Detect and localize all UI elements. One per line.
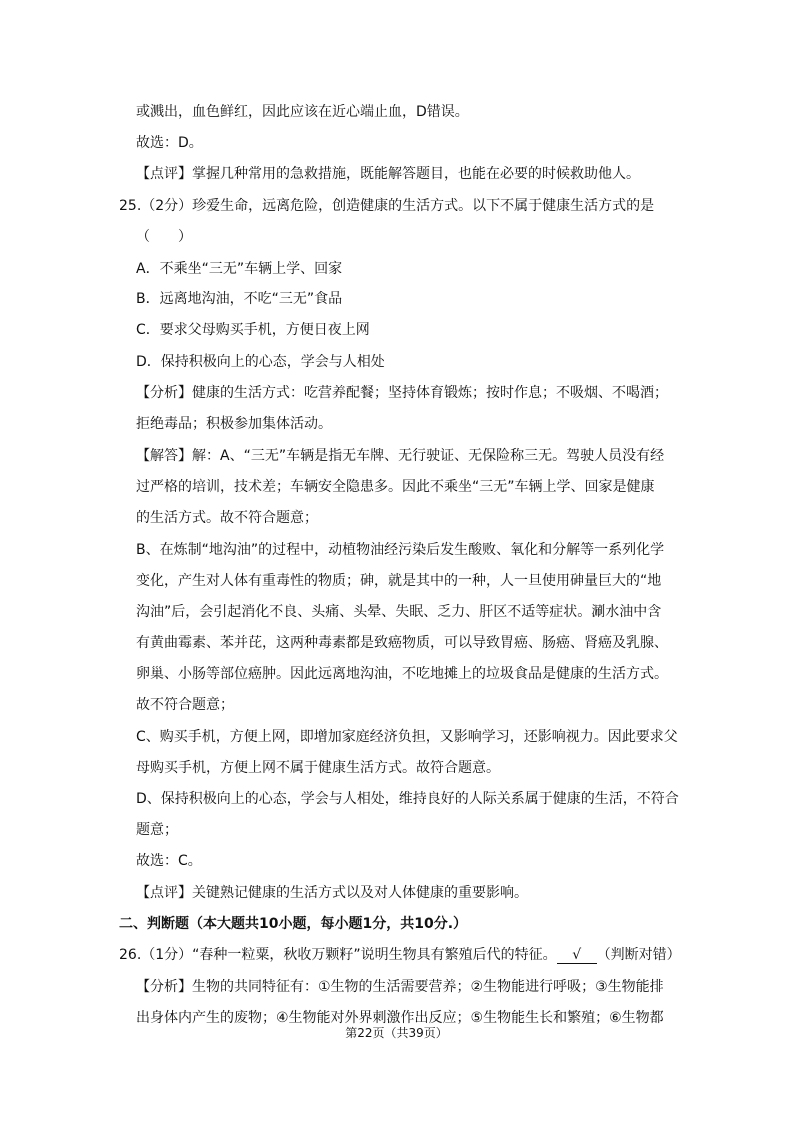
text-line: 或溅出，血色鲜红，因此应该在近心端止血，D错误。 — [136, 104, 469, 120]
choice-line: 故选：C。 — [136, 853, 202, 869]
review-line: 【点评】掌握几种常用的急救措施，既能解答题目，也能在必要的时候救助他人。 — [136, 166, 640, 182]
answer-line: 有黄曲霉素、苯并芘，这两种毒素都是致癌物质，可以导致胃癌、肠癌、肾癌及乳腺、 — [136, 635, 668, 651]
question-25-stem: 25.（2分）珍爱生命，远离危险，创造健康的生活方式。以下不属于健康生活方式的是 — [119, 198, 655, 214]
answer-line: D、保持积极向上的心态，学会与人相处，维持良好的人际关系属于健康的生活，不符合 — [136, 791, 679, 807]
answer-line: 故不符合题意； — [136, 697, 234, 713]
option-d: D．保持积极向上的心态，学会与人相处 — [136, 354, 385, 370]
answer-line: 沟油”后，会引起消化不良、头痛、头晕、失眠、乏力、肝区不适等症状。涮水油中含 — [136, 604, 662, 620]
analysis-line: 【分析】生物的共同特征有：①生物的生活需要营养；②生物能进行呼吸；③生物能排 — [136, 979, 664, 995]
answer-line: 卵巢、小肠等部位癌肿。因此远离地沟油，不吃地摊上的垃圾食品是健康的生活方式。 — [136, 666, 668, 682]
answer-line: 题意； — [136, 822, 178, 838]
answer-line: C、购买手机，方便上网，即增加家庭经济负担，又影响学习，还影响视力。因此要求父 — [136, 729, 678, 745]
section-heading: 二、判断题（本大题共10小题，每小题1分，共10分.） — [119, 916, 468, 932]
answer-line: 变化，产生对人体有重毒性的物质；砷，就是其中的一种，人一旦使用砷量巨大的“地 — [136, 573, 662, 589]
question-26-suffix: （判断对错） — [596, 947, 681, 963]
option-b: B．远离地沟油，不吃“三无”食品 — [136, 291, 343, 307]
question-25-paren: （ ） — [136, 229, 192, 245]
text-line: 故选：D。 — [136, 135, 203, 151]
option-c: C．要求父母购买手机，方便日夜上网 — [136, 322, 370, 338]
answer-line: 过严格的培训，技术差；车辆安全隐患多。因此不乘坐“三无”车辆上学、回家是健康 — [136, 479, 655, 495]
question-26-stem: 26.（1分）“春种一粒粟，秋收万颗籽”说明生物具有繁殖后代的特征。 — [119, 947, 557, 963]
option-a: A．不乘坐“三无”车辆上学、回家 — [136, 261, 343, 277]
page-number: 第22页（共39页） — [345, 1026, 448, 1040]
analysis-line: 【分析】健康的生活方式：吃营养配餐；坚持体育锻炼；按时作息；不吸烟、不喝酒； — [136, 385, 668, 401]
answer-line: 【解答】解：A、“三无”车辆是指无车牌、无行驶证、无保险称三无。驾驶人员没有经 — [136, 448, 665, 464]
review-line: 【点评】关键熟记健康的生活方式以及对人体健康的重要影响。 — [136, 885, 528, 901]
analysis-line: 拒绝毒品；积极参加集体活动。 — [136, 416, 332, 432]
answer-line: B、在炼制“地沟油”的过程中，动植物油经污染后发生酸败、氧化和分解等一系列化学 — [136, 542, 665, 558]
question-26 — [119, 946, 681, 964]
analysis-line: 出身体内产生的废物；④生物能对外界刺激作出反应；⑤生物能生长和繁殖；⑥生物都 — [136, 1010, 664, 1026]
answer-line: 的生活方式。故不符合题意； — [136, 510, 318, 526]
answer-line: 母购买手机，方便上网不属于健康生活方式。故符合题意。 — [136, 760, 500, 776]
answer-blank: √ — [557, 947, 597, 964]
